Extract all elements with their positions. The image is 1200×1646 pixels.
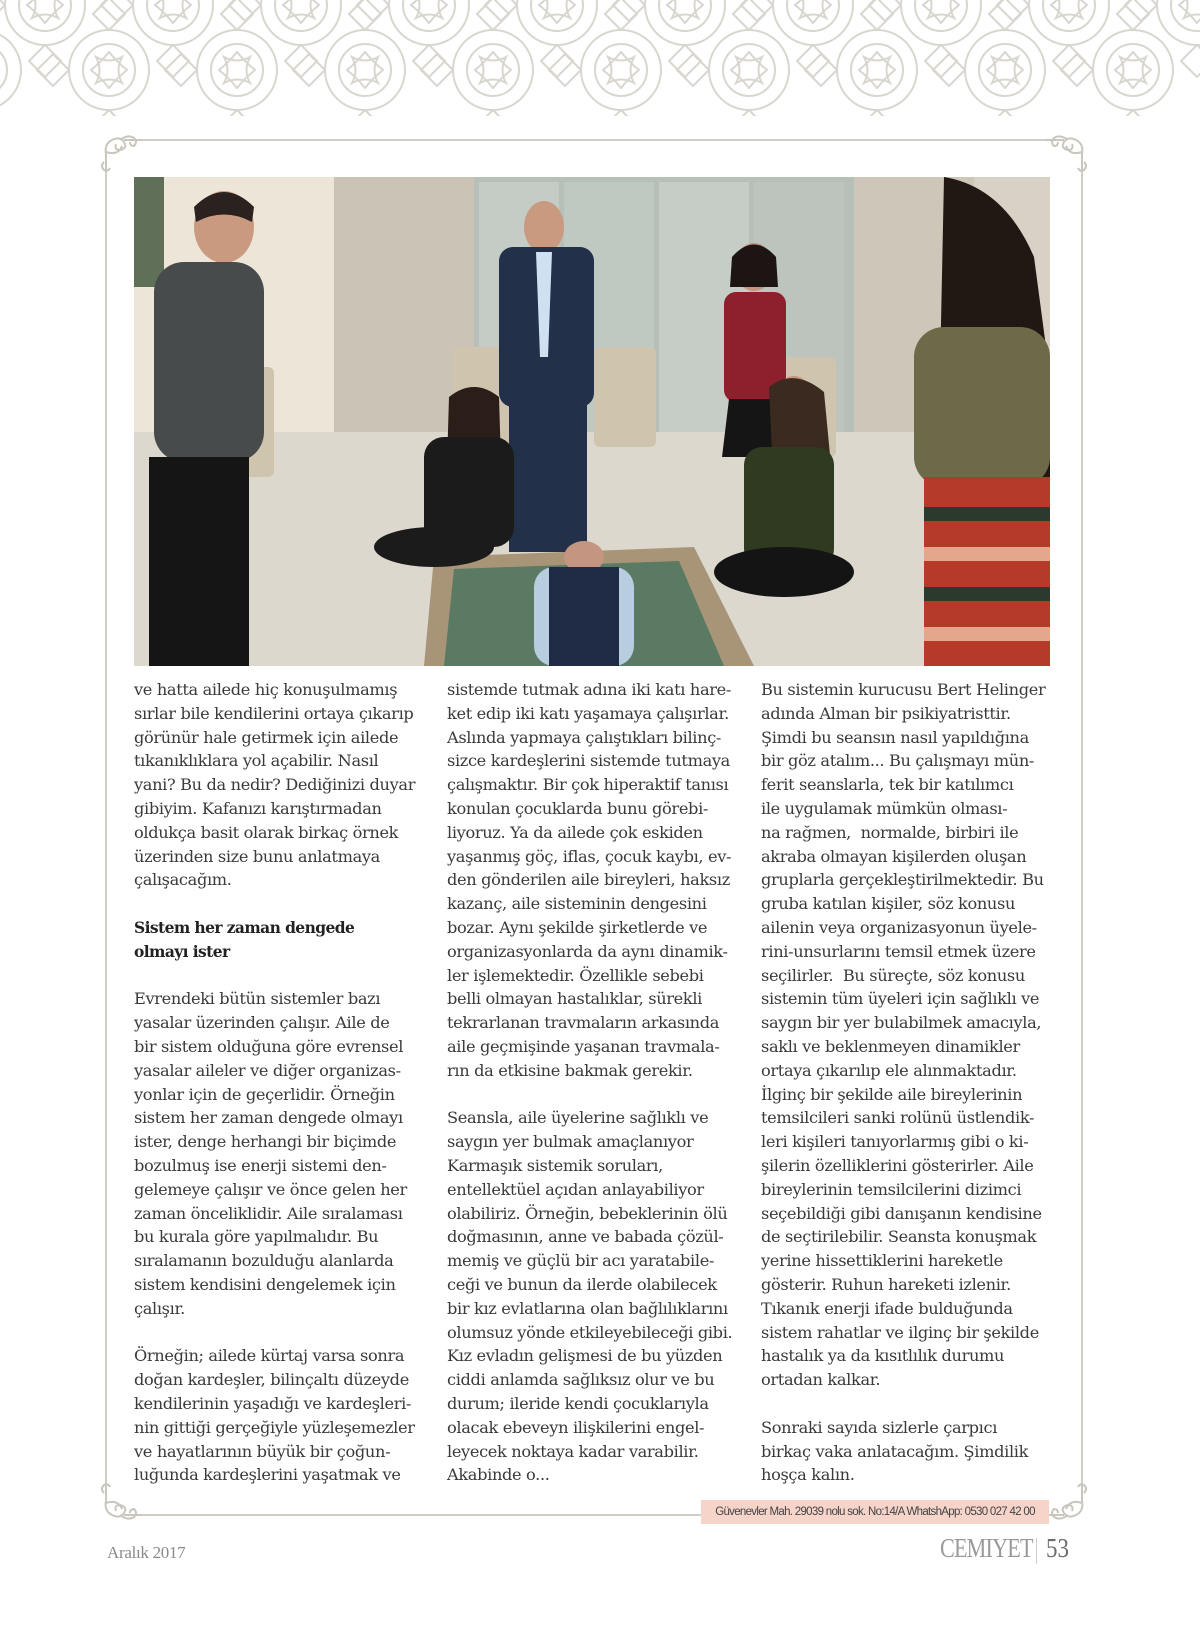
article-column-3 (761, 678, 1061, 1487)
corner-flourish-icon (98, 132, 142, 176)
paragraph: Örneğin; ailede kürtaj varsa sonra doğan kardeşler, bilinçaltı düzeyde kendilerinin yaşadığı ve kardeşleri- nin gittiği gerçeğiyle yüzleşemezler ve hayatlarının büyük bir çoğun- luğunda kardeşlerini yaşatmak ve (134, 1346, 415, 1485)
paragraph: Sonraki sayıda sizlerle çarpıcı birkaç vaka anlatacağım. Şimdilik hoşça kalın. (761, 1417, 1029, 1485)
corner-flourish-icon (1046, 132, 1090, 176)
section-heading: Sistem her zaman dengede olmayı ister (134, 917, 355, 961)
paragraph: ve hatta ailede hiç konuşulmamış sırlar bile kendilerini ortaya çıkarıp görünür hale getirmek için ailede tıkanıklıklara yol açabilir. Nasıl yani? Bu da nedir? Dediğinizi duyar gibiyim. Kafanızı karıştırmadan oldukça basit olarak birkaç örnek üzerinden size bunu anlatmaya çalışacağım. (134, 680, 416, 890)
issue-date: Aralık 2017 (107, 1543, 186, 1562)
magazine-brand: CEMIYET (940, 1533, 1033, 1563)
article-photo (134, 177, 1050, 666)
ornament-pattern (0, 0, 1200, 116)
footer-divider (1036, 1538, 1037, 1564)
paragraph: Bu sistemin kurucusu Bert Helinger adında Alman bir psikiyatristtir. Şimdi bu seansın nasıl yapıldığına bir göz atalım... Bu çalışmayı mün- ferit seanslarla, tek bir katılımcı ile uygulamak mümkün olması- na rağmen, normalde, birbiri ile akraba olmayan kişilerden oluşan gruplarla gerçekleştirilmektedir. Bu gruba katılan kişiler, söz konusu ailenin veya organizasyonun üyele- rini-unsurlarını temsil etmek üzere seçilirler. Bu süreçte, söz konusu sistemin tüm üyeleri için sağlıklı ve saygın bir yer bulabilmek amacıyla, saklı ve beklenmeyen dinamikler ortaya çıkarılıp ele alınmaktadır. İlginç bir şekilde aile bireylerinin temsilcileri sanki rolünü üstlendik- leri kişileri tanıyorlarmış gibi o ki- şilerin özelliklerini gösterirler. Aile bireylerinin temsilcilerini dizimci seçebildiği gibi danışanın kendisine de seçtirilebilir. Seansta konuşmak yerine hissettiklerini hareketle gösterir. Ruhun hareketi izlenir. Tıkanık enerji ifade bulduğunda sistem rahatlar ve ilginç bir şekilde hastalık ya da kısıtlılık durumu ortadan kalkar. (761, 680, 1046, 1390)
article-column-2 (447, 678, 747, 1487)
article-column-1 (134, 678, 434, 1487)
paragraph: sistemde tutmak adına iki katı hare- ket edip iki katı yaşamaya çalışırlar. Aslında yapmaya çalıştıkları bilinç- sizce kardeşlerini sistemde tutmaya çalışmaktır. Bir çok hiperaktif tanısı konulan çocuklarda bunu görebi- liyoruz. Ya da ailede çok eskiden yaşanmış göç, iflas, çocuk kaybı, ev- den gönderilen aile bireyleri, haksız kazanç, aile sisteminin dengesini bozar. Aynı şekilde şirketlerde ve organizasyonlarda da aynı dinamik- ler işlemektedir. Özellikle sebebi belli olmayan hastalıklar, sürekli tekrarlanan travmaların arkasında aile geçmişinde yaşanan travmala- rın da etkisine bakmak gerekir. (447, 680, 732, 1080)
paragraph: Seansla, aile üyelerine sağlıklı ve saygın yer bulmak amaçlanıyor Karmaşık sistemik soruları, entellektüel açıdan anlayabiliyor olabiliriz. Örneğin, bebeklerinin ölü doğmasının, anne ve babada çözül- memiş ve güçlü bir acı yaratabile- ceği ve bunun da ilerde olabilecek bir kız evlatlarına olan bağlılıklarını olumsuz yönde etkileyebileceği gibi. Kız evladın gelişmesi de bu yüzden ciddi anlamda sağlıksız olur ve bu durum; ileride kendi çocuklarıyla olacak ebeveyn ilişkilerini engel- leyecek noktaya kadar varabilir. Akabinde o... (447, 1108, 733, 1485)
contact-address-bar: Güvenevler Mah. 29039 nolu sok. No:14/A WhatshApp: 0530 027 42 00 (701, 1500, 1049, 1524)
paragraph: Evrendeki bütün sistemler bazı yasalar üzerinden çalışır. Aile de bir sistem olduğuna göre evrensel yasalar aileler ve diğer organizas- yonlar için de geçerlidir. Örneğin sistem her zaman dengede olmayı ister, denge herhangi bir biçimde bozulmuş ise enerji sistemi den- gelemeye çalışır ve önce gelen her zaman önceliklidir. Aile sıralaması bu kurala göre yapılmalıdır. Bu sıralamanın bozulduğu alanlarda sistem kendisini dengelemek için çalışır. (134, 989, 407, 1318)
page-number: 53 (1046, 1533, 1069, 1563)
decorative-pattern-band (0, 0, 1200, 116)
group-session-photo (134, 177, 1050, 666)
